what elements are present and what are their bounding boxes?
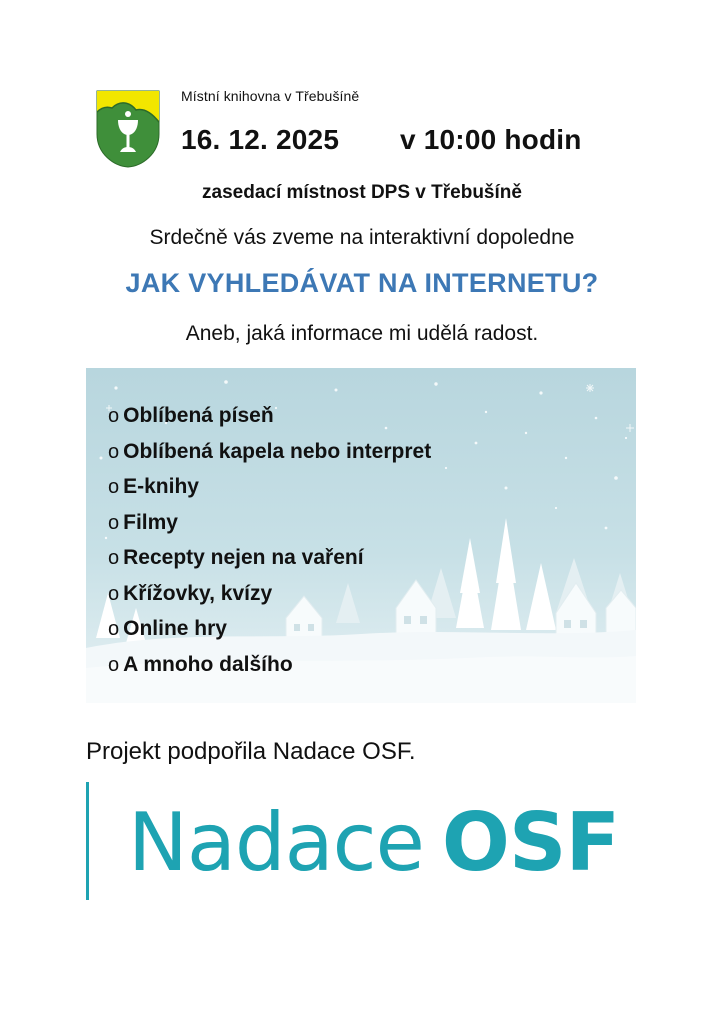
logo-divider — [86, 782, 89, 900]
topic-label: Filmy — [123, 510, 178, 534]
event-time: v 10:00 hodin — [400, 124, 582, 155]
bullet-icon: o — [108, 653, 120, 676]
topic-label: E-knihy — [123, 475, 199, 498]
list-item — [108, 469, 431, 505]
nadace-osf-logo — [128, 786, 619, 898]
topic-label: Křížovky, kvízy — [123, 581, 273, 605]
list-item — [108, 647, 431, 683]
bullet-icon: o — [108, 511, 120, 534]
bullet-icon: o — [108, 547, 120, 569]
bullet-icon: o — [108, 618, 120, 640]
list-item — [108, 505, 431, 541]
topic-label: Oblíbená kapela nebo interpret — [123, 439, 432, 463]
library-name: Místní knihovna v Třebušíně — [181, 88, 360, 104]
invitation-intro: Srdečně vás zveme na interaktivní dopoledne — [149, 226, 575, 249]
topic-label: A mnoho dalšího — [123, 652, 293, 676]
topic-label: Online hry — [123, 617, 227, 640]
bullet-icon: o — [108, 405, 120, 427]
list-item — [108, 398, 431, 434]
bullet-icon: o — [108, 440, 120, 463]
coat-of-arms-icon — [96, 90, 160, 168]
bullet-icon: o — [108, 476, 120, 498]
list-item — [108, 576, 431, 612]
topic-label: Oblíbená píseň — [123, 404, 274, 427]
event-venue: zasedací místnost DPS v Třebušíně — [202, 182, 522, 203]
event-subtitle: Aneb, jaká informace mi udělá radost. — [185, 322, 539, 345]
list-item — [108, 434, 431, 470]
list-item — [108, 540, 431, 576]
logo-word-osf: OSF — [441, 796, 620, 889]
logo-word-nadace: Nadace — [128, 796, 424, 889]
bullet-icon: o — [108, 582, 120, 605]
support-statement: Projekt podpořila Nadace OSF. — [86, 738, 416, 765]
topic-label: Recepty nejen na vaření — [123, 546, 364, 569]
event-date: 16. 12. 2025 — [181, 124, 340, 155]
event-headline: JAK VYHLEDÁVAT NA INTERNETU? — [125, 268, 599, 298]
list-item — [108, 611, 431, 647]
topics-list — [108, 398, 431, 682]
